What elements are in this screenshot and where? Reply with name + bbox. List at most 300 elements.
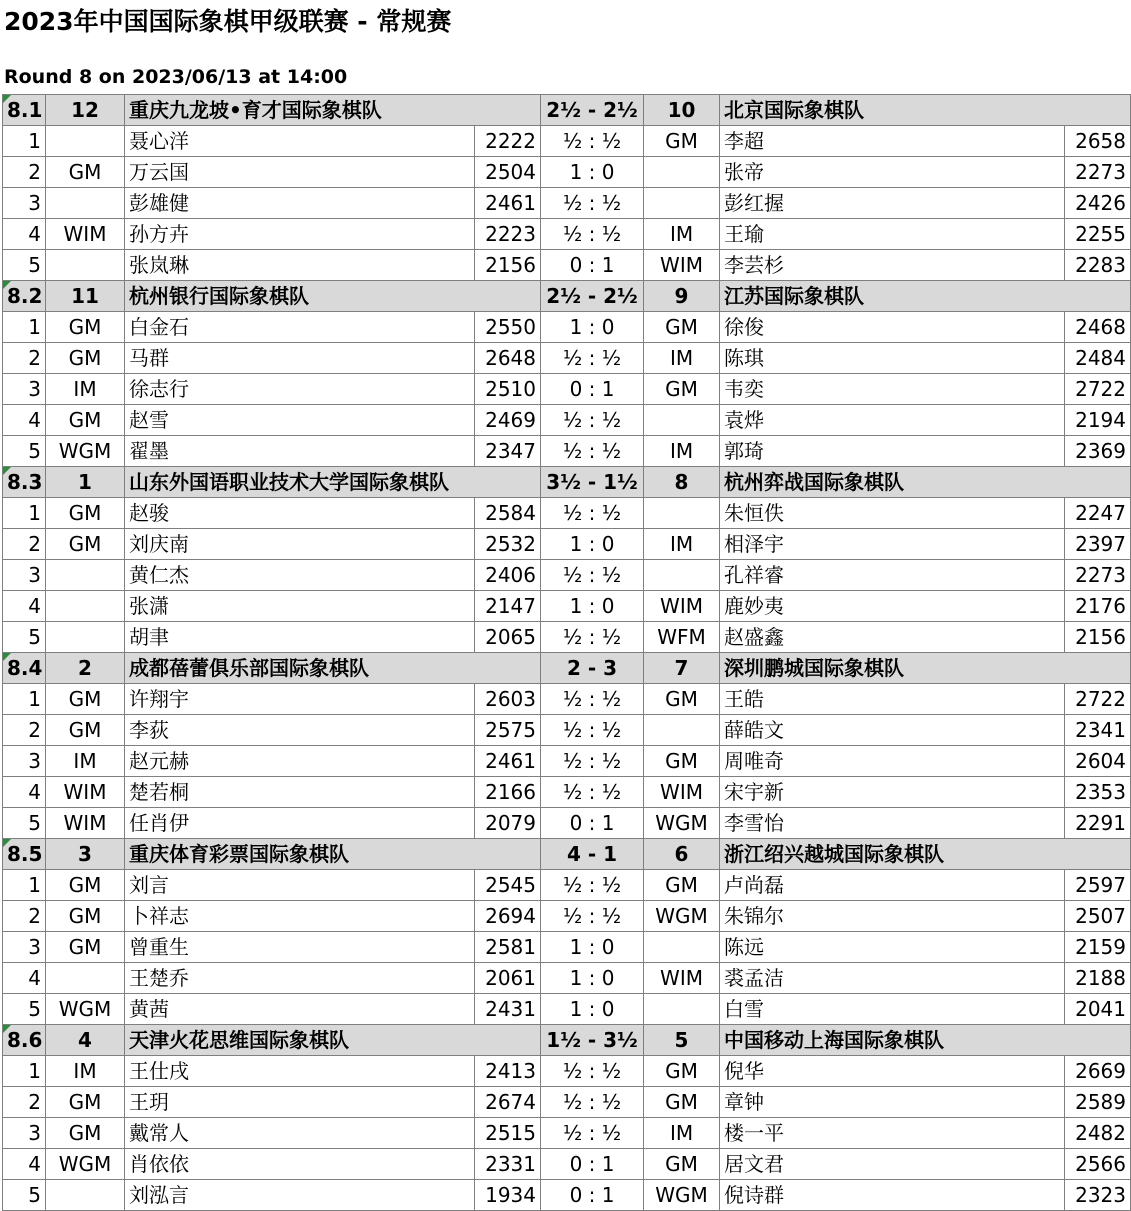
white-title bbox=[46, 622, 125, 653]
black-title: GM bbox=[644, 684, 720, 715]
black-title: GM bbox=[644, 374, 720, 405]
white-title: GM bbox=[46, 312, 125, 343]
white-rating: 2061 bbox=[475, 963, 541, 994]
game-result: ½ : ½ bbox=[541, 746, 644, 777]
game-board: 2 bbox=[3, 1087, 46, 1118]
black-rating: 2369 bbox=[1065, 436, 1131, 467]
black-title bbox=[644, 188, 720, 219]
black-title: WGM bbox=[644, 1180, 720, 1211]
white-title: WGM bbox=[46, 1149, 125, 1180]
white-rating: 2469 bbox=[475, 405, 541, 436]
white-rating: 2461 bbox=[475, 746, 541, 777]
game-row bbox=[3, 126, 1131, 157]
black-rating: 2722 bbox=[1065, 374, 1131, 405]
away-team-name: 北京国际象棋队 bbox=[720, 95, 1131, 126]
away-team-name: 深圳鹏城国际象棋队 bbox=[720, 653, 1131, 684]
white-title: GM bbox=[46, 405, 125, 436]
home-team-name: 重庆体育彩票国际象棋队 bbox=[125, 839, 541, 870]
white-title: GM bbox=[46, 932, 125, 963]
away-team-name: 中国移动上海国际象棋队 bbox=[720, 1025, 1131, 1056]
pairings-table bbox=[2, 94, 1131, 1211]
white-title bbox=[46, 560, 125, 591]
white-rating: 2515 bbox=[475, 1118, 541, 1149]
black-player-name: 章钟 bbox=[720, 1087, 1065, 1118]
white-player-name: 翟墨 bbox=[125, 436, 475, 467]
black-rating: 2397 bbox=[1065, 529, 1131, 560]
white-rating: 2603 bbox=[475, 684, 541, 715]
match-board: 8.2 bbox=[3, 281, 46, 312]
game-result: ½ : ½ bbox=[541, 219, 644, 250]
black-title bbox=[644, 405, 720, 436]
white-player-name: 曾重生 bbox=[125, 932, 475, 963]
game-board: 1 bbox=[3, 684, 46, 715]
white-title: GM bbox=[46, 1087, 125, 1118]
white-player-name: 马群 bbox=[125, 343, 475, 374]
game-result: 0 : 1 bbox=[541, 1149, 644, 1180]
black-rating: 2426 bbox=[1065, 188, 1131, 219]
black-title: IM bbox=[644, 343, 720, 374]
black-rating: 2247 bbox=[1065, 498, 1131, 529]
game-row bbox=[3, 529, 1131, 560]
away-team-number: 7 bbox=[644, 653, 720, 684]
black-title bbox=[644, 994, 720, 1025]
match-board: 8.3 bbox=[3, 467, 46, 498]
black-player-name: 孔祥睿 bbox=[720, 560, 1065, 591]
match-header-row bbox=[3, 1025, 1131, 1056]
black-player-name: 宋宇新 bbox=[720, 777, 1065, 808]
game-result: 1 : 0 bbox=[541, 312, 644, 343]
game-row bbox=[3, 374, 1131, 405]
white-rating: 2694 bbox=[475, 901, 541, 932]
home-team-name: 天津火花思维国际象棋队 bbox=[125, 1025, 541, 1056]
white-player-name: 赵骏 bbox=[125, 498, 475, 529]
white-player-name: 王仕戌 bbox=[125, 1056, 475, 1087]
game-result: 1 : 0 bbox=[541, 529, 644, 560]
black-title bbox=[644, 498, 720, 529]
match-score: 2½ - 2½ bbox=[541, 281, 644, 312]
white-rating: 2156 bbox=[475, 250, 541, 281]
game-board: 2 bbox=[3, 901, 46, 932]
white-rating: 2222 bbox=[475, 126, 541, 157]
black-rating: 2194 bbox=[1065, 405, 1131, 436]
match-score: 2½ - 2½ bbox=[541, 95, 644, 126]
black-rating: 2597 bbox=[1065, 870, 1131, 901]
white-rating: 2545 bbox=[475, 870, 541, 901]
game-result: ½ : ½ bbox=[541, 777, 644, 808]
game-result: 0 : 1 bbox=[541, 250, 644, 281]
white-player-name: 戴常人 bbox=[125, 1118, 475, 1149]
game-result: ½ : ½ bbox=[541, 405, 644, 436]
black-rating: 2507 bbox=[1065, 901, 1131, 932]
black-title: IM bbox=[644, 529, 720, 560]
game-row bbox=[3, 312, 1131, 343]
home-team-name: 杭州银行国际象棋队 bbox=[125, 281, 541, 312]
white-player-name: 李荻 bbox=[125, 715, 475, 746]
black-player-name: 韦奕 bbox=[720, 374, 1065, 405]
game-result: ½ : ½ bbox=[541, 715, 644, 746]
black-title: IM bbox=[644, 219, 720, 250]
white-player-name: 白金石 bbox=[125, 312, 475, 343]
black-title: IM bbox=[644, 436, 720, 467]
game-row bbox=[3, 870, 1131, 901]
black-rating: 2353 bbox=[1065, 777, 1131, 808]
black-title bbox=[644, 932, 720, 963]
black-rating: 2722 bbox=[1065, 684, 1131, 715]
game-result: ½ : ½ bbox=[541, 1087, 644, 1118]
white-rating: 2581 bbox=[475, 932, 541, 963]
black-player-name: 裘孟洁 bbox=[720, 963, 1065, 994]
game-result: 0 : 1 bbox=[541, 808, 644, 839]
white-title: GM bbox=[46, 498, 125, 529]
black-player-name: 周唯奇 bbox=[720, 746, 1065, 777]
match-board: 8.1 bbox=[3, 95, 46, 126]
white-rating: 2331 bbox=[475, 1149, 541, 1180]
white-rating: 2584 bbox=[475, 498, 541, 529]
game-row bbox=[3, 994, 1131, 1025]
black-rating: 2273 bbox=[1065, 157, 1131, 188]
black-rating: 2468 bbox=[1065, 312, 1131, 343]
black-player-name: 白雪 bbox=[720, 994, 1065, 1025]
white-rating: 2065 bbox=[475, 622, 541, 653]
game-result: 1 : 0 bbox=[541, 963, 644, 994]
white-title: GM bbox=[46, 901, 125, 932]
game-board: 4 bbox=[3, 591, 46, 622]
black-title bbox=[644, 715, 720, 746]
black-rating: 2283 bbox=[1065, 250, 1131, 281]
game-row bbox=[3, 963, 1131, 994]
game-row bbox=[3, 436, 1131, 467]
match-header-row bbox=[3, 281, 1131, 312]
home-team-number: 2 bbox=[46, 653, 125, 684]
home-team-number: 11 bbox=[46, 281, 125, 312]
white-player-name: 万云国 bbox=[125, 157, 475, 188]
white-rating: 2575 bbox=[475, 715, 541, 746]
home-team-name: 重庆九龙坡•育才国际象棋队 bbox=[125, 95, 541, 126]
match-header-row bbox=[3, 95, 1131, 126]
match-header-row bbox=[3, 467, 1131, 498]
white-rating: 2347 bbox=[475, 436, 541, 467]
black-player-name: 陈琪 bbox=[720, 343, 1065, 374]
game-board: 2 bbox=[3, 343, 46, 374]
black-rating: 2341 bbox=[1065, 715, 1131, 746]
black-player-name: 张帝 bbox=[720, 157, 1065, 188]
game-row bbox=[3, 746, 1131, 777]
game-board: 4 bbox=[3, 405, 46, 436]
match-board: 8.6 bbox=[3, 1025, 46, 1056]
game-row bbox=[3, 405, 1131, 436]
game-board: 4 bbox=[3, 963, 46, 994]
black-player-name: 王瑜 bbox=[720, 219, 1065, 250]
white-rating: 2674 bbox=[475, 1087, 541, 1118]
away-team-number: 6 bbox=[644, 839, 720, 870]
page-title: 2023年中国国际象棋甲级联赛 - 常规赛 bbox=[4, 7, 452, 36]
game-result: 1 : 0 bbox=[541, 994, 644, 1025]
white-player-name: 张岚琳 bbox=[125, 250, 475, 281]
game-row bbox=[3, 684, 1131, 715]
black-rating: 2176 bbox=[1065, 591, 1131, 622]
white-player-name: 赵雪 bbox=[125, 405, 475, 436]
away-team-name: 江苏国际象棋队 bbox=[720, 281, 1131, 312]
white-title bbox=[46, 591, 125, 622]
game-row bbox=[3, 188, 1131, 219]
match-score: 3½ - 1½ bbox=[541, 467, 644, 498]
white-title: WIM bbox=[46, 777, 125, 808]
white-rating: 2223 bbox=[475, 219, 541, 250]
match-score: 1½ - 3½ bbox=[541, 1025, 644, 1056]
game-board: 3 bbox=[3, 932, 46, 963]
game-board: 5 bbox=[3, 1180, 46, 1211]
white-player-name: 孙方卉 bbox=[125, 219, 475, 250]
white-player-name: 楚若桐 bbox=[125, 777, 475, 808]
black-rating: 2323 bbox=[1065, 1180, 1131, 1211]
black-rating: 2291 bbox=[1065, 808, 1131, 839]
white-title: GM bbox=[46, 870, 125, 901]
home-team-name: 成都蓓蕾俱乐部国际象棋队 bbox=[125, 653, 541, 684]
white-rating: 2532 bbox=[475, 529, 541, 560]
white-rating: 2648 bbox=[475, 343, 541, 374]
game-board: 5 bbox=[3, 622, 46, 653]
white-player-name: 黄茜 bbox=[125, 994, 475, 1025]
game-row bbox=[3, 498, 1131, 529]
white-player-name: 徐志行 bbox=[125, 374, 475, 405]
game-board: 3 bbox=[3, 560, 46, 591]
white-title: GM bbox=[46, 343, 125, 374]
game-row bbox=[3, 560, 1131, 591]
black-player-name: 居文君 bbox=[720, 1149, 1065, 1180]
white-title: IM bbox=[46, 1056, 125, 1087]
black-title: GM bbox=[644, 1149, 720, 1180]
white-title: GM bbox=[46, 529, 125, 560]
game-result: ½ : ½ bbox=[541, 188, 644, 219]
white-player-name: 彭雄健 bbox=[125, 188, 475, 219]
black-rating: 2273 bbox=[1065, 560, 1131, 591]
white-title bbox=[46, 188, 125, 219]
game-board: 3 bbox=[3, 188, 46, 219]
white-title: GM bbox=[46, 684, 125, 715]
black-title: WIM bbox=[644, 250, 720, 281]
match-board: 8.5 bbox=[3, 839, 46, 870]
black-rating: 2658 bbox=[1065, 126, 1131, 157]
black-player-name: 徐俊 bbox=[720, 312, 1065, 343]
home-team-number: 1 bbox=[46, 467, 125, 498]
white-player-name: 王楚乔 bbox=[125, 963, 475, 994]
white-player-name: 任肖伊 bbox=[125, 808, 475, 839]
game-row bbox=[3, 622, 1131, 653]
away-team-number: 5 bbox=[644, 1025, 720, 1056]
black-title: GM bbox=[644, 126, 720, 157]
black-rating: 2604 bbox=[1065, 746, 1131, 777]
game-row bbox=[3, 250, 1131, 281]
game-result: ½ : ½ bbox=[541, 126, 644, 157]
black-title: WIM bbox=[644, 963, 720, 994]
white-player-name: 黄仁杰 bbox=[125, 560, 475, 591]
white-title: GM bbox=[46, 715, 125, 746]
black-title: GM bbox=[644, 1087, 720, 1118]
white-player-name: 赵元赫 bbox=[125, 746, 475, 777]
white-rating: 2413 bbox=[475, 1056, 541, 1087]
white-player-name: 卜祥志 bbox=[125, 901, 475, 932]
game-row bbox=[3, 1149, 1131, 1180]
white-player-name: 胡聿 bbox=[125, 622, 475, 653]
game-board: 4 bbox=[3, 777, 46, 808]
black-title: WFM bbox=[644, 622, 720, 653]
black-player-name: 倪华 bbox=[720, 1056, 1065, 1087]
white-title bbox=[46, 963, 125, 994]
black-player-name: 李芸杉 bbox=[720, 250, 1065, 281]
game-row bbox=[3, 808, 1131, 839]
game-result: ½ : ½ bbox=[541, 343, 644, 374]
black-title bbox=[644, 157, 720, 188]
black-rating: 2484 bbox=[1065, 343, 1131, 374]
home-team-number: 3 bbox=[46, 839, 125, 870]
game-result: ½ : ½ bbox=[541, 1118, 644, 1149]
away-team-name: 浙江绍兴越城国际象棋队 bbox=[720, 839, 1131, 870]
match-score: 4 - 1 bbox=[541, 839, 644, 870]
black-title bbox=[644, 560, 720, 591]
black-player-name: 鹿妙夷 bbox=[720, 591, 1065, 622]
white-title: IM bbox=[46, 746, 125, 777]
game-row bbox=[3, 1118, 1131, 1149]
game-board: 1 bbox=[3, 498, 46, 529]
black-title: GM bbox=[644, 312, 720, 343]
black-title: GM bbox=[644, 870, 720, 901]
game-board: 5 bbox=[3, 994, 46, 1025]
game-row bbox=[3, 157, 1131, 188]
black-player-name: 李雪怡 bbox=[720, 808, 1065, 839]
white-title bbox=[46, 1180, 125, 1211]
game-result: ½ : ½ bbox=[541, 1056, 644, 1087]
white-rating: 2461 bbox=[475, 188, 541, 219]
game-result: ½ : ½ bbox=[541, 901, 644, 932]
white-title: IM bbox=[46, 374, 125, 405]
game-result: 0 : 1 bbox=[541, 1180, 644, 1211]
game-result: ½ : ½ bbox=[541, 622, 644, 653]
game-result: ½ : ½ bbox=[541, 436, 644, 467]
black-rating: 2482 bbox=[1065, 1118, 1131, 1149]
game-board: 1 bbox=[3, 1056, 46, 1087]
game-board: 1 bbox=[3, 870, 46, 901]
black-rating: 2255 bbox=[1065, 219, 1131, 250]
white-player-name: 刘言 bbox=[125, 870, 475, 901]
game-row bbox=[3, 343, 1131, 374]
white-rating: 2166 bbox=[475, 777, 541, 808]
black-player-name: 陈远 bbox=[720, 932, 1065, 963]
black-rating: 2156 bbox=[1065, 622, 1131, 653]
black-title: GM bbox=[644, 1056, 720, 1087]
game-result: 1 : 0 bbox=[541, 932, 644, 963]
white-rating: 1934 bbox=[475, 1180, 541, 1211]
white-title: GM bbox=[46, 157, 125, 188]
black-player-name: 朱恒佚 bbox=[720, 498, 1065, 529]
game-row bbox=[3, 1056, 1131, 1087]
game-board: 3 bbox=[3, 1118, 46, 1149]
black-rating: 2589 bbox=[1065, 1087, 1131, 1118]
white-player-name: 肖依依 bbox=[125, 1149, 475, 1180]
home-team-number: 4 bbox=[46, 1025, 125, 1056]
white-rating: 2504 bbox=[475, 157, 541, 188]
game-board: 3 bbox=[3, 746, 46, 777]
game-board: 4 bbox=[3, 1149, 46, 1180]
home-team-name: 山东外国语职业技术大学国际象棋队 bbox=[125, 467, 541, 498]
white-title: WIM bbox=[46, 808, 125, 839]
white-rating: 2079 bbox=[475, 808, 541, 839]
white-title bbox=[46, 126, 125, 157]
match-header-row bbox=[3, 653, 1131, 684]
game-result: ½ : ½ bbox=[541, 870, 644, 901]
black-player-name: 赵盛鑫 bbox=[720, 622, 1065, 653]
black-player-name: 袁烨 bbox=[720, 405, 1065, 436]
black-title: GM bbox=[644, 746, 720, 777]
black-player-name: 郭琦 bbox=[720, 436, 1065, 467]
white-title bbox=[46, 250, 125, 281]
away-team-number: 10 bbox=[644, 95, 720, 126]
black-title: WGM bbox=[644, 901, 720, 932]
game-row bbox=[3, 715, 1131, 746]
game-board: 4 bbox=[3, 219, 46, 250]
game-board: 3 bbox=[3, 374, 46, 405]
game-row bbox=[3, 1180, 1131, 1211]
game-result: ½ : ½ bbox=[541, 684, 644, 715]
game-board: 1 bbox=[3, 312, 46, 343]
game-board: 2 bbox=[3, 715, 46, 746]
white-player-name: 刘庆南 bbox=[125, 529, 475, 560]
game-row bbox=[3, 777, 1131, 808]
white-player-name: 张潇 bbox=[125, 591, 475, 622]
white-rating: 2510 bbox=[475, 374, 541, 405]
black-player-name: 朱锦尔 bbox=[720, 901, 1065, 932]
game-board: 5 bbox=[3, 250, 46, 281]
game-result: 0 : 1 bbox=[541, 374, 644, 405]
match-header-row bbox=[3, 839, 1131, 870]
black-player-name: 彭红握 bbox=[720, 188, 1065, 219]
game-board: 2 bbox=[3, 529, 46, 560]
game-result: 1 : 0 bbox=[541, 591, 644, 622]
white-rating: 2147 bbox=[475, 591, 541, 622]
game-row bbox=[3, 591, 1131, 622]
home-team-number: 12 bbox=[46, 95, 125, 126]
black-rating: 2159 bbox=[1065, 932, 1131, 963]
game-row bbox=[3, 901, 1131, 932]
black-rating: 2566 bbox=[1065, 1149, 1131, 1180]
black-player-name: 相泽宇 bbox=[720, 529, 1065, 560]
black-player-name: 李超 bbox=[720, 126, 1065, 157]
white-title: WGM bbox=[46, 436, 125, 467]
black-player-name: 倪诗群 bbox=[720, 1180, 1065, 1211]
game-board: 2 bbox=[3, 157, 46, 188]
game-result: ½ : ½ bbox=[541, 498, 644, 529]
game-board: 1 bbox=[3, 126, 46, 157]
round-info: Round 8 on 2023/06/13 at 14:00 bbox=[4, 66, 348, 88]
white-player-name: 王玥 bbox=[125, 1087, 475, 1118]
away-team-number: 9 bbox=[644, 281, 720, 312]
white-title: GM bbox=[46, 1118, 125, 1149]
white-title: WIM bbox=[46, 219, 125, 250]
game-board: 5 bbox=[3, 436, 46, 467]
black-rating: 2041 bbox=[1065, 994, 1131, 1025]
black-player-name: 王皓 bbox=[720, 684, 1065, 715]
black-title: IM bbox=[644, 1118, 720, 1149]
white-rating: 2550 bbox=[475, 312, 541, 343]
black-title: WGM bbox=[644, 808, 720, 839]
white-rating: 2406 bbox=[475, 560, 541, 591]
black-title: WIM bbox=[644, 777, 720, 808]
black-player-name: 卢尚磊 bbox=[720, 870, 1065, 901]
black-player-name: 薛皓文 bbox=[720, 715, 1065, 746]
match-board: 8.4 bbox=[3, 653, 46, 684]
white-rating: 2431 bbox=[475, 994, 541, 1025]
black-title: WIM bbox=[644, 591, 720, 622]
game-result: 1 : 0 bbox=[541, 157, 644, 188]
